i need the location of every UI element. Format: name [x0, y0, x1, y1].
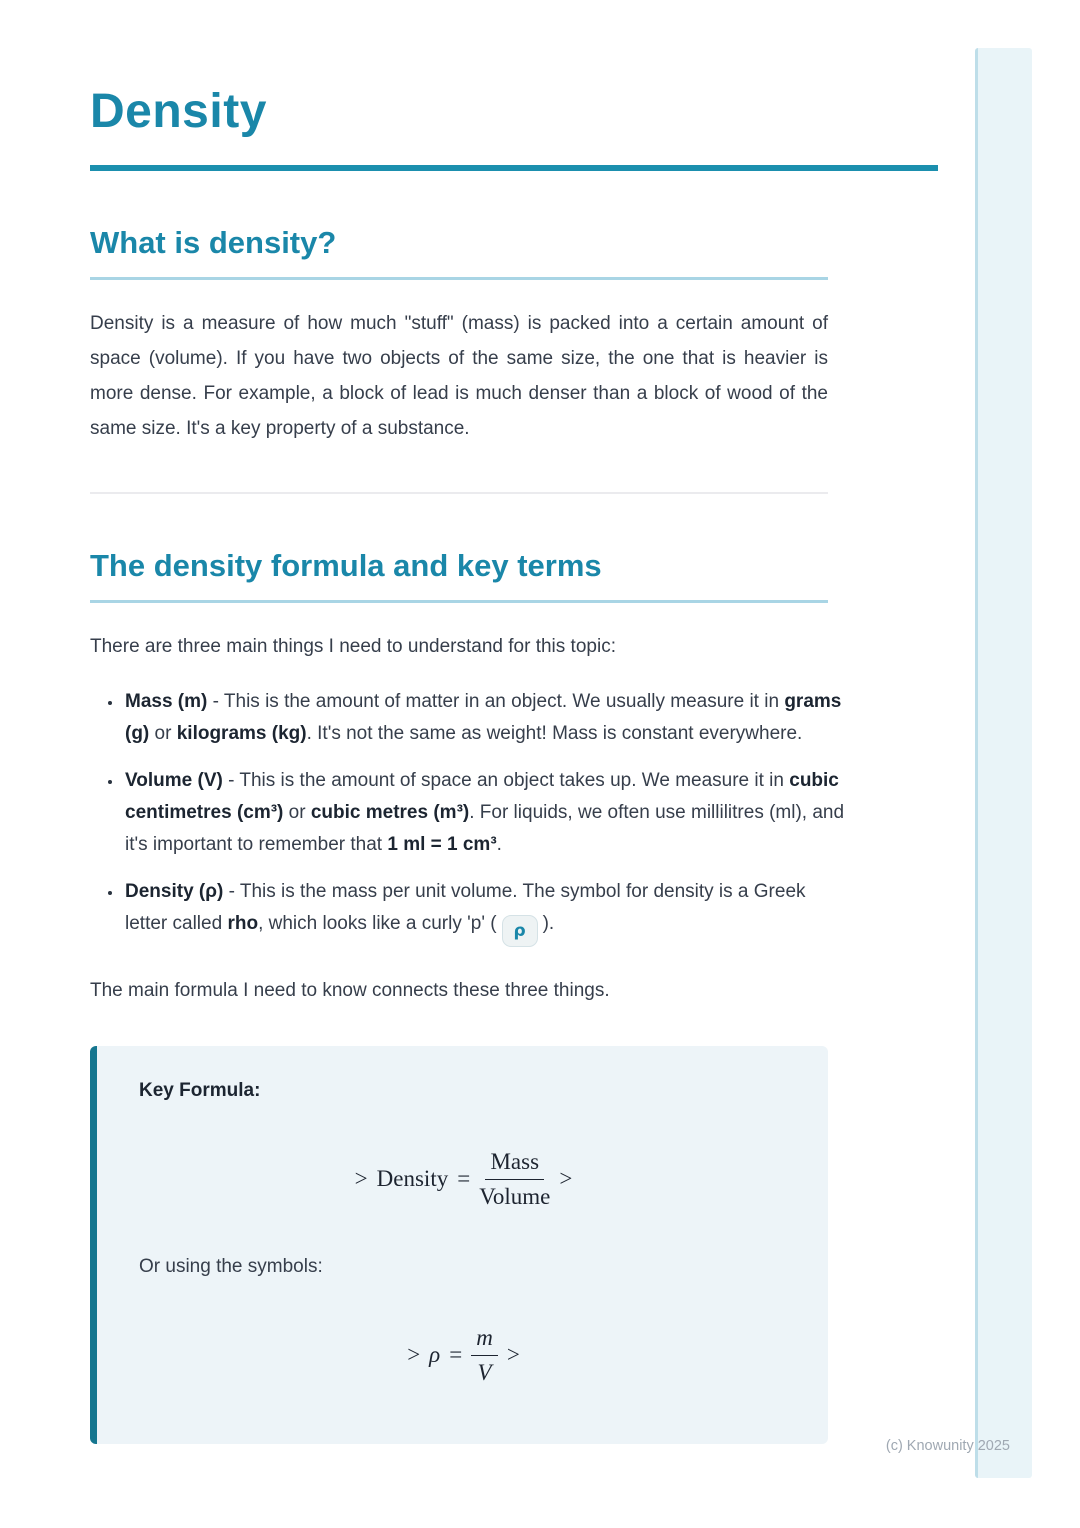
title-rule	[90, 165, 938, 171]
section-divider	[90, 492, 828, 494]
section-density-formula	[90, 548, 1080, 1008]
list-item-mass: • Mass (m) - This is the amount of matter in an object. We usually measure it in grams (g) or kilograms (kg). It's not the same as weight! Mass is constant everywhere.	[123, 686, 847, 750]
list-item-density: • Density (ρ) - This is the mass per unit volume. The symbol for density is a Greek letter called rho, which looks like a curly 'p' ( ρ ).	[123, 876, 847, 947]
fraction-numerator: m	[471, 1324, 498, 1356]
formula-lhs-rho: ρ	[429, 1342, 441, 1368]
section-heading-density-formula: The density formula and key terms	[90, 548, 602, 583]
formula-open-chevron: >	[354, 1166, 368, 1192]
page-title: Density	[90, 85, 267, 138]
outro-paragraph: The main formula I need to know connects these three things.	[90, 980, 610, 1001]
section-heading-what-is-density: What is density?	[90, 225, 337, 260]
intro-paragraph: There are three main things I need to understand for this topic:	[90, 636, 616, 657]
rho-symbol-badge: ρ	[502, 915, 538, 947]
fraction-denominator: Volume	[479, 1183, 551, 1209]
density-definition-paragraph: Density is a measure of how much "stuff" (mass) is packed into a certain amount of space (volume). If you have two objects of the same size, the one that is heavier is more dense. For example, a block of lead is much denser than a block of wood of the same size. It's a key property of a substance.	[90, 313, 828, 439]
formula-close-chevron: >	[559, 1166, 573, 1192]
formula-fraction	[471, 1324, 498, 1386]
formula-equals: =	[457, 1166, 471, 1192]
density-symbol-formula	[139, 1324, 788, 1386]
list-item-volume: • Volume (V) - This is the amount of space an object takes up. We measure it in cubic centimetres (cm³) or cubic metres (m³). For liquids, we often use millilitres (ml), and it's important to remember that 1 ml = 1 cm³.	[123, 765, 847, 861]
formula-open-chevron: >	[407, 1342, 421, 1368]
density-word-formula	[139, 1148, 788, 1210]
formula-lhs: Density	[376, 1166, 449, 1192]
copyright: (c) Knowunity 2025	[885, 1438, 1010, 1454]
key-terms-list	[90, 686, 847, 947]
callout-label: Key Formula:	[139, 1080, 261, 1101]
section-what-is-density	[90, 225, 1080, 446]
heading-underline	[90, 600, 828, 603]
formula-equals: =	[449, 1342, 463, 1368]
fraction-numerator: Mass	[485, 1148, 544, 1180]
formula-close-chevron: >	[506, 1342, 520, 1368]
key-formula-callout	[90, 1046, 828, 1444]
formula-fraction	[479, 1148, 550, 1210]
heading-underline	[90, 277, 828, 280]
fraction-denominator: V	[477, 1359, 492, 1385]
symbols-label: Or using the symbols:	[139, 1256, 323, 1278]
